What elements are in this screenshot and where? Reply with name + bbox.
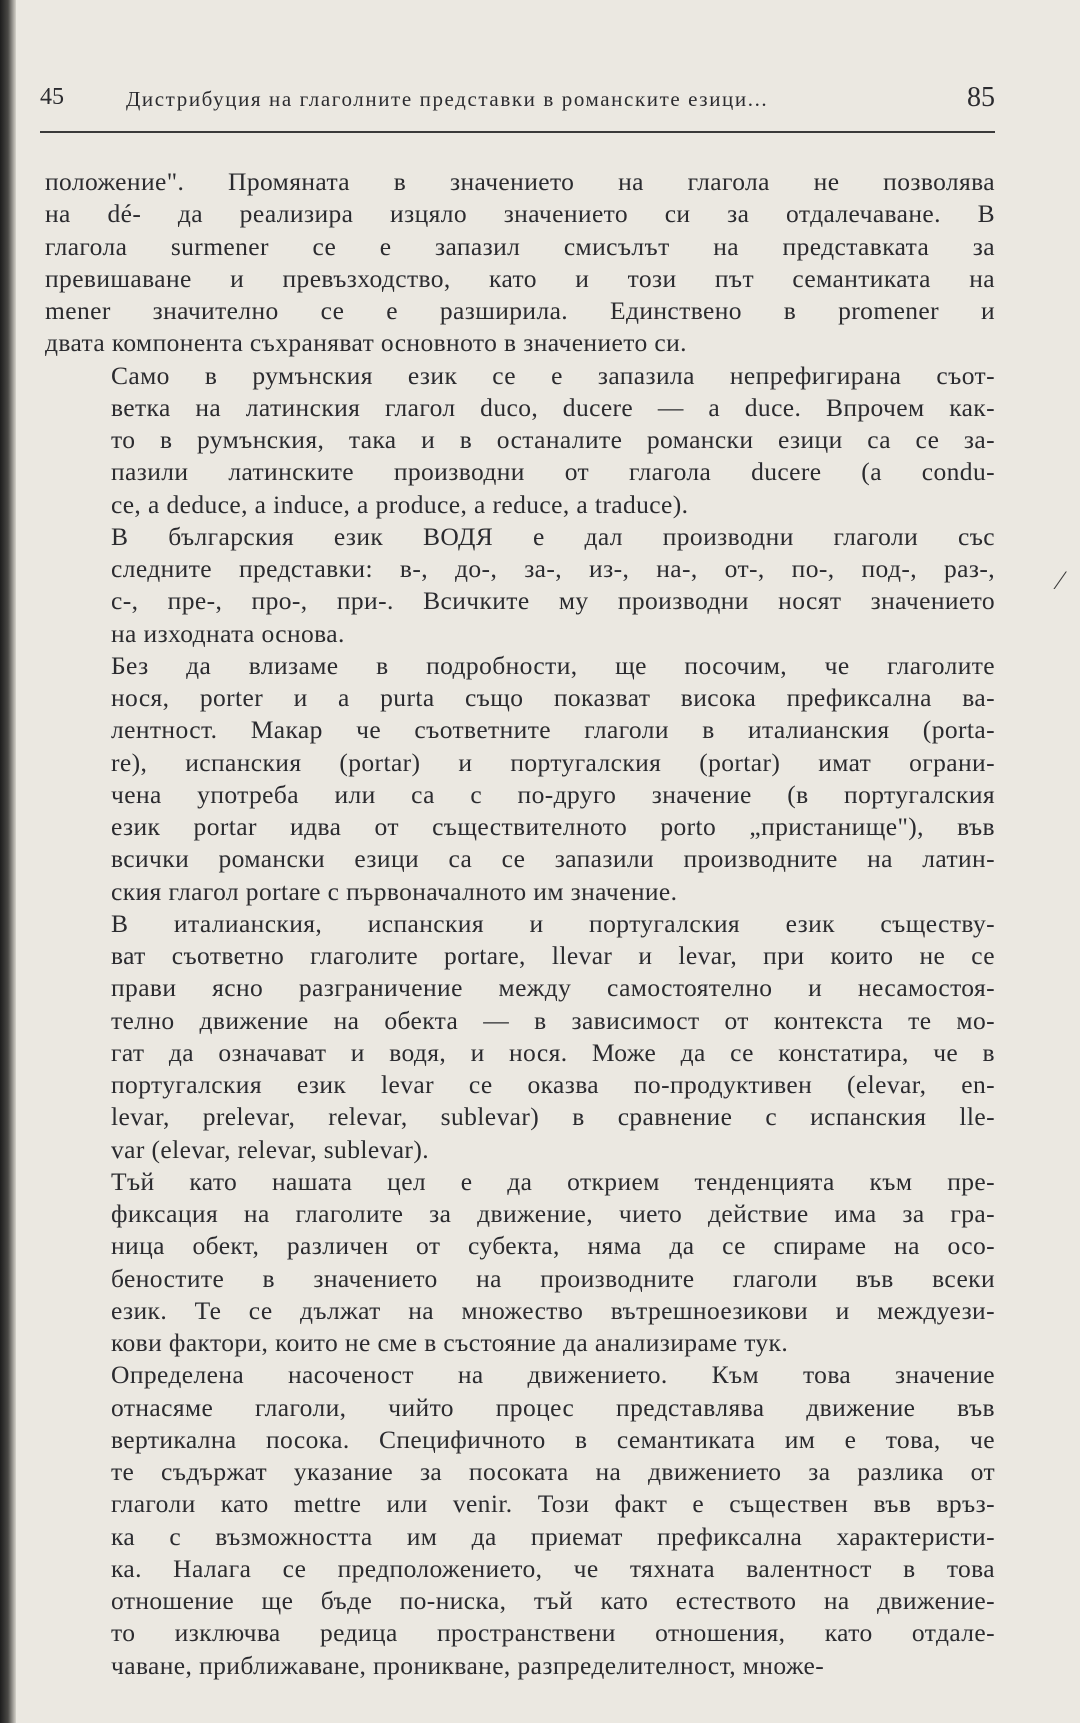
text-line: на dé- да реализира изцяло значението си за отдалечаване. В (45, 199, 995, 229)
text-line: език portar идва от съществителното porto „пристанище"), във (111, 812, 995, 841)
paragraph (45, 521, 995, 650)
text-line: отношение ще бъде по-ниска, тъй като естеството на движение- (111, 1586, 995, 1615)
text-line: re), испанския (portar) и португалския (portar) имат ограни- (111, 747, 995, 777)
text-line: фиксация на глаголите за движение, чието действие има за гра- (111, 1199, 995, 1228)
text-line: чена употреба или са с по-друго значение (в португалския (111, 779, 995, 809)
text-line: отнасяме глаголи, чийто процес представлява движение във (111, 1392, 995, 1422)
text-line: пазили латинските производни от глагола ducere (a condu- (111, 457, 995, 487)
text-line: ка. Налага се предположението, че тяхната валентност в това (111, 1553, 995, 1583)
text-line: mener значително се е разширила. Единствено в promener и (45, 296, 995, 325)
text-line: ка с възможността им да приемат префиксална характеристи- (111, 1521, 995, 1551)
margin-pencil-mark: ⁄ (1058, 566, 1063, 595)
text-line: гат да означават и водя, и нося. Може да се констатира, че в (111, 1037, 995, 1067)
text-line: чаване, приближаване, проникване, разпределителност, множе- (111, 1650, 825, 1680)
text-line: ват съответно глаголите portare, llevar и levar, при които не се (111, 941, 995, 970)
text-line: то в румънския, така и в останалите романски езици са се за- (111, 425, 995, 454)
text-line: ница обект, различен от субекта, няма да се спираме на осо- (111, 1231, 995, 1261)
text-line: всички романски езици са се запазили производните на латин- (111, 844, 995, 874)
text-line: двата компонента съхраняват основното в значението си. (45, 328, 687, 358)
text-line: В италианския, испанския и португалския език съществу- (111, 908, 995, 938)
text-line: прави ясно разграничение между самостоятелно и несамостоя- (111, 973, 995, 1003)
page-header (40, 84, 995, 118)
text-line: ce, a deduce, a induce, a produce, a reduce, a traduce). (111, 489, 689, 519)
text-line: с-, пре-, про-, при-. Всичките му производни носят значението (111, 586, 995, 616)
text-line: телно движение на обекта — в зависимост от контекста те мо- (111, 1005, 995, 1035)
text-line: Без да влизаме в подробности, ще посочим, че глаголите (111, 650, 995, 680)
page-number: 85 (967, 82, 995, 113)
text-line: глагола surmener се е запазил смисълът на представката за (45, 231, 995, 261)
text-line: език. Те се дължат на множество вътрешноезикови и междуези- (111, 1295, 995, 1325)
text-line: превишаване и превъзходство, като и този път семантиката на (45, 263, 995, 293)
body-text (45, 166, 995, 1682)
text-line: ския глагол portare с първоначалното им значение. (111, 876, 678, 906)
text-line: те съдържат указание за посоката на движението за разлика от (111, 1457, 995, 1486)
text-line: беностите в значението на производните глаголи във всеки (111, 1263, 995, 1293)
text-line: ветка на латинския глагол duco, ducere — a duce. Впрочем как- (111, 392, 995, 422)
text-line: на изходната основа. (111, 618, 345, 648)
text-line: levar, prelevar, relevar, sublevar) в сравнение с испанския lle- (111, 1102, 995, 1132)
text-line: Тъй като нашата цел е да открием тенденцията към пре- (111, 1166, 995, 1196)
text-line: положение". Промяната в значението на глагола не позволява (45, 167, 995, 196)
running-title: Дистрибуция на глаголните представки в романските езици... (126, 87, 769, 111)
paragraph (45, 908, 995, 1166)
page-binding-shadow (0, 0, 16, 1723)
paragraph (45, 1359, 995, 1682)
text-line: следните представки: в-, до-, за-, из-, на-, от-, по-, под-, раз-, (111, 554, 995, 583)
paragraph (45, 1166, 995, 1360)
text-line: то изключва редица пространствени отношения, като отдале- (111, 1618, 995, 1648)
paragraph (45, 650, 995, 908)
text-line: var (elevar, relevar, sublevar). (111, 1134, 429, 1164)
section-number: 45 (40, 84, 64, 110)
header-rule (40, 131, 995, 133)
text-line: вертикална посока. Специфичното в семантиката им е това, че (111, 1424, 995, 1454)
text-line: кови фактори, които не сме в състояние да анализираме тук. (111, 1328, 789, 1357)
text-line: Определена насоченост на движението. Към това значение (111, 1360, 995, 1390)
paragraph (45, 166, 995, 360)
text-line: Само в румънския език се е запазила непрефигирана съот- (111, 360, 995, 390)
text-line: глаголи като mettre или venir. Този факт е съществен във връз- (111, 1489, 995, 1519)
paragraph (45, 360, 995, 521)
text-line: португалския език levar се оказва по-продуктивен (elevar, en- (111, 1070, 995, 1099)
text-line: нося, porter и a purta също показват висока префиксална ва- (111, 683, 995, 712)
text-line: лентност. Макар че съответните глаголи в италианския (porta- (111, 715, 995, 745)
text-line: В българския език ВОДЯ е дал производни глаголи със (111, 521, 995, 551)
